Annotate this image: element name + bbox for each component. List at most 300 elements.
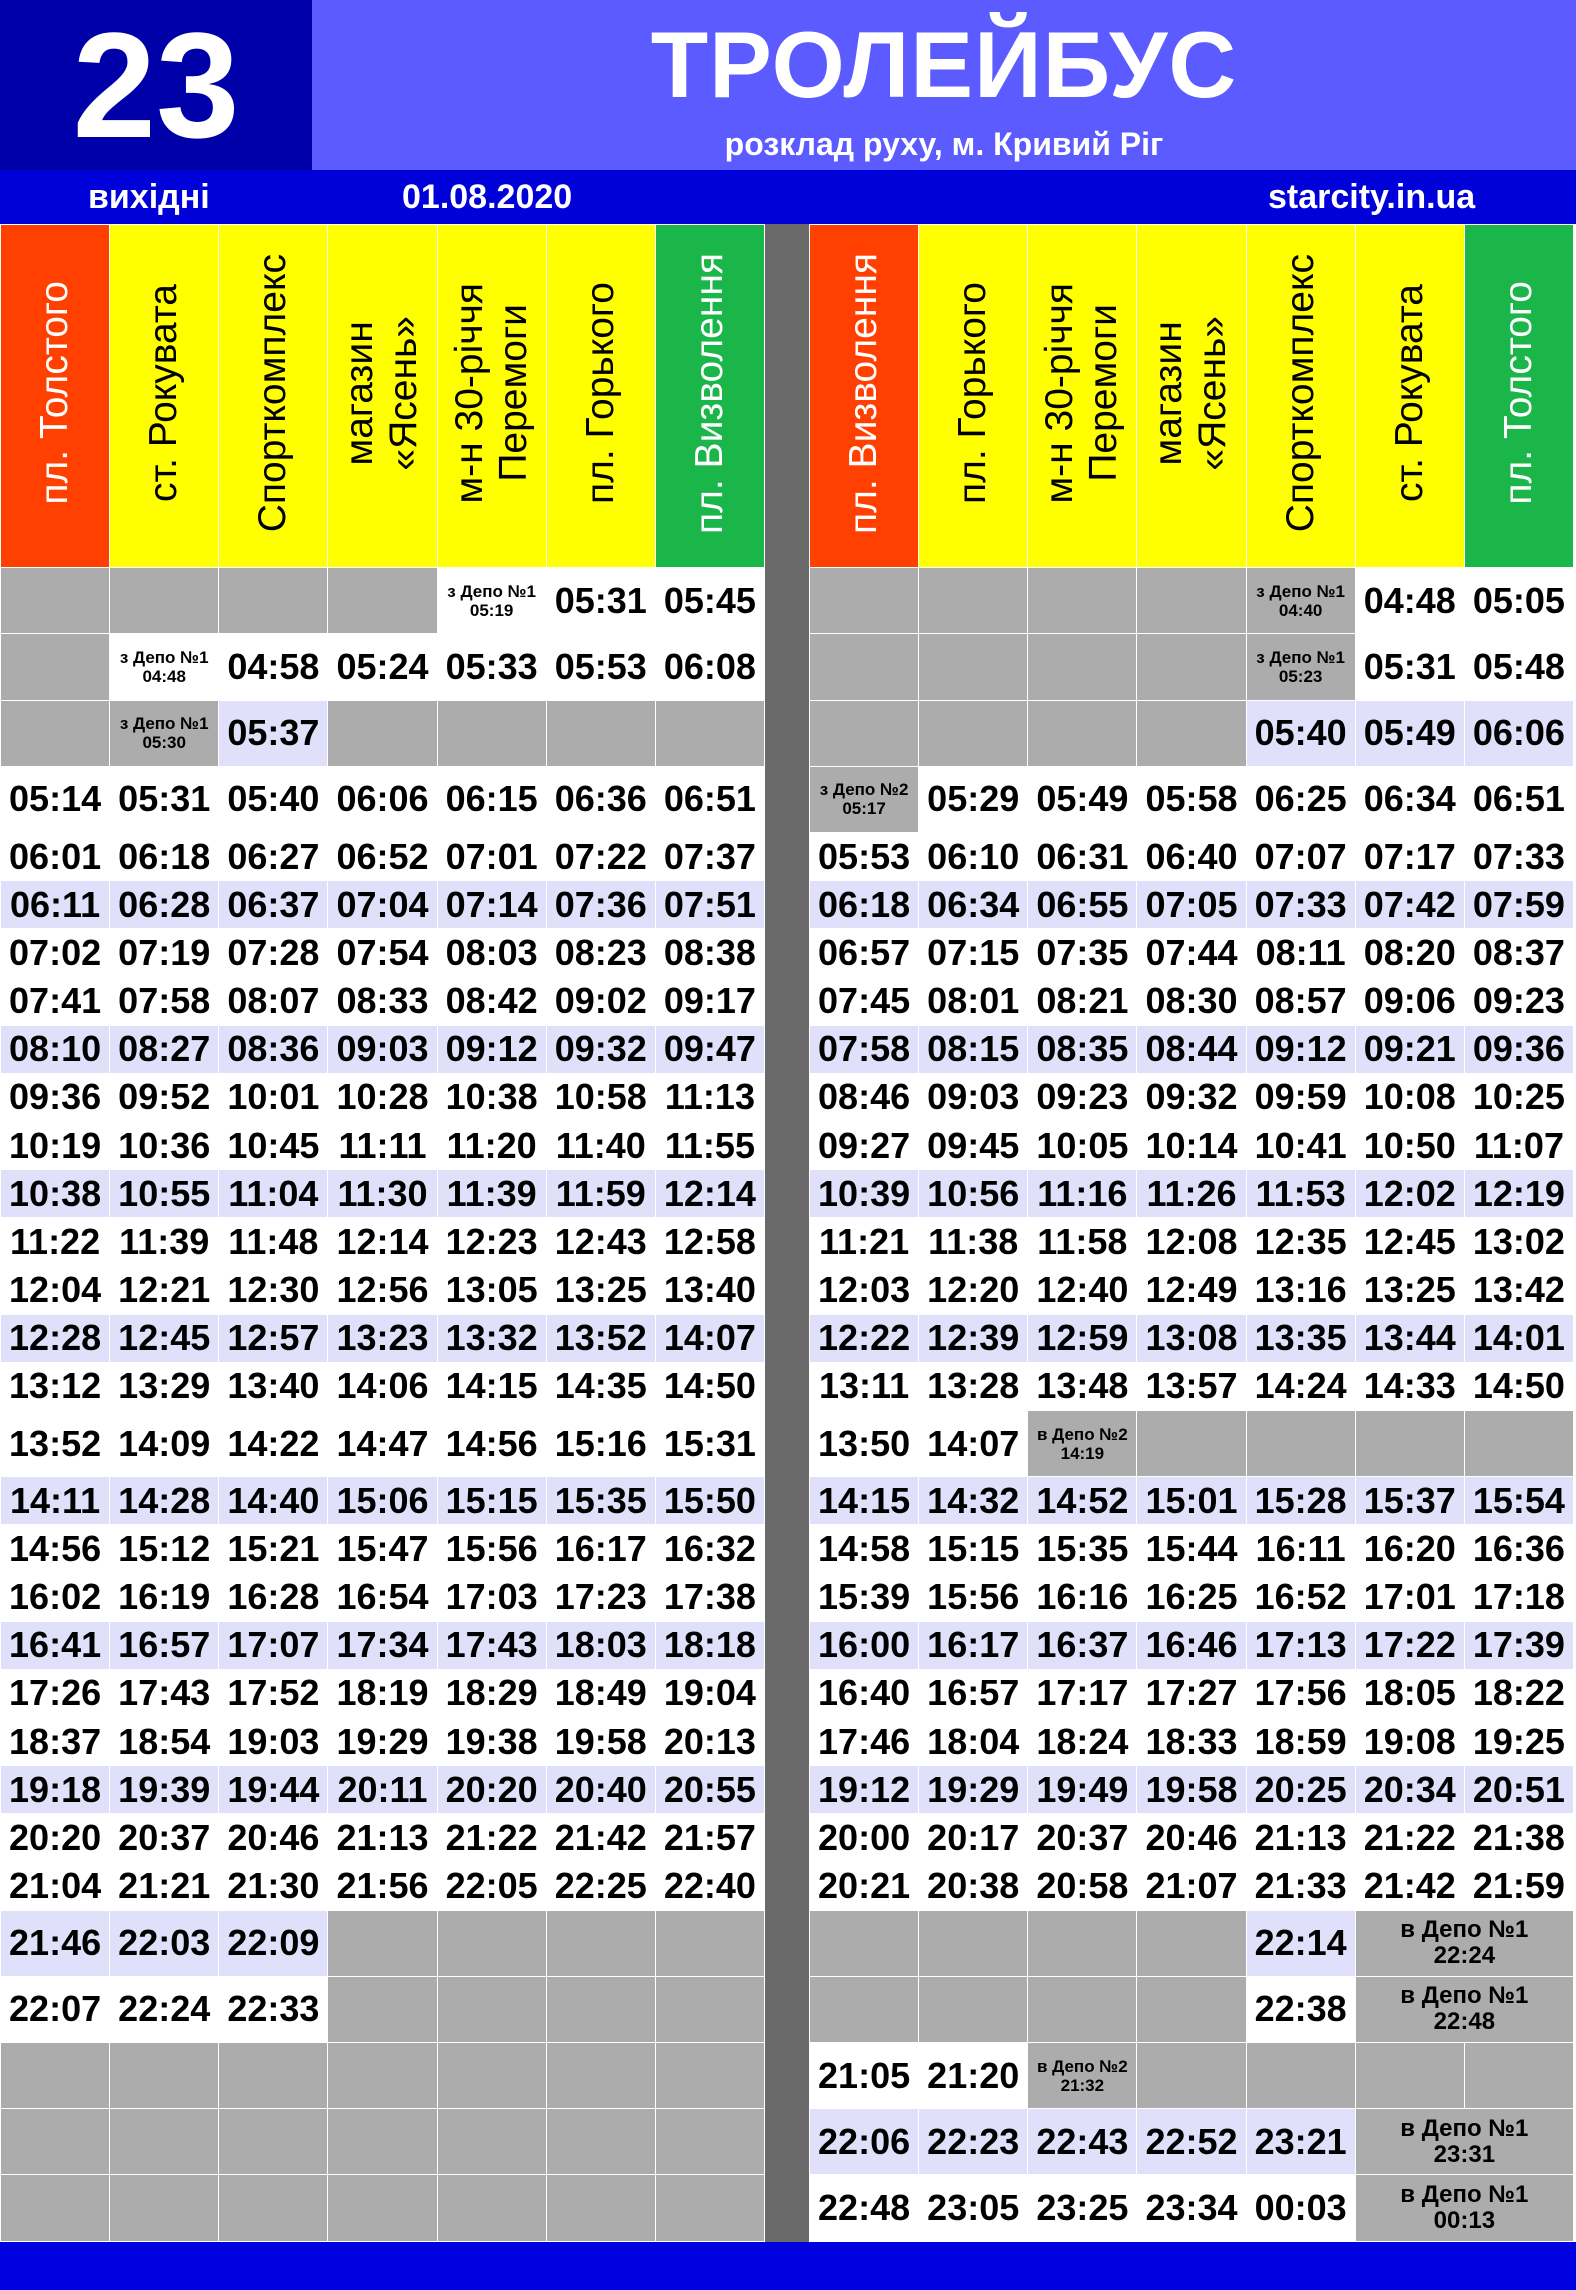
empty-cell: [328, 2109, 437, 2175]
time-cell: 22:24: [110, 1976, 219, 2042]
time-cell: 07:14: [437, 881, 546, 929]
time-cell: 18:22: [1464, 1669, 1573, 1717]
time-cell: 06:31: [1028, 833, 1137, 881]
timetable-return: [809, 224, 1574, 2242]
table-row: [1, 1477, 765, 1525]
time-cell: 08:15: [919, 1025, 1028, 1073]
empty-cell: [1, 2175, 110, 2242]
table-row: [810, 2043, 1574, 2109]
time-cell: 17:07: [219, 1621, 328, 1669]
empty-cell: [919, 568, 1028, 634]
time-cell: 12:39: [919, 1314, 1028, 1362]
time-cell: 05:58: [1137, 766, 1246, 832]
stop-header: [110, 225, 219, 568]
time-cell: 12:21: [110, 1266, 219, 1314]
time-cell: 14:56: [1, 1525, 110, 1573]
time-cell: 13:08: [1137, 1314, 1246, 1362]
time-cell: 17:26: [1, 1669, 110, 1717]
time-cell: 08:30: [1137, 977, 1246, 1025]
stop-header: [1, 225, 110, 568]
time-cell: 07:28: [219, 929, 328, 977]
time-cell: 19:38: [437, 1717, 546, 1765]
stop-name: ст. Рокувата: [1387, 284, 1431, 503]
table-row: [1, 2043, 765, 2109]
time-cell: 07:58: [110, 977, 219, 1025]
time-cell: 07:05: [1137, 881, 1246, 929]
time-cell: 15:54: [1464, 1477, 1573, 1525]
stop-header: [1464, 225, 1573, 568]
time-cell: 06:40: [1137, 833, 1246, 881]
empty-cell: [810, 1910, 919, 1976]
time-cell: 05:48: [1464, 634, 1573, 700]
time-cell: 13:28: [919, 1362, 1028, 1410]
time-cell: 17:18: [1464, 1573, 1573, 1621]
time-cell: 10:08: [1355, 1073, 1464, 1121]
stop-name: м-н 30-річчя Перемоги: [447, 282, 535, 504]
table-row: [810, 929, 1574, 977]
time-cell: 09:36: [1, 1073, 110, 1121]
time-cell: 09:27: [810, 1122, 919, 1170]
empty-cell: [1246, 1410, 1355, 1476]
table-row: [1, 1122, 765, 1170]
time-cell: 07:01: [437, 833, 546, 881]
table-row: [1, 1621, 765, 1669]
time-cell: 15:44: [1137, 1525, 1246, 1573]
time-cell: 07:02: [1, 929, 110, 977]
time-cell: 21:13: [1246, 1814, 1355, 1862]
time-cell: 19:58: [546, 1717, 655, 1765]
time-cell: 17:17: [1028, 1669, 1137, 1717]
time-cell: 11:59: [546, 1170, 655, 1218]
table-row: [810, 1314, 1574, 1362]
time-cell: 12:28: [1, 1314, 110, 1362]
table-row: [810, 1122, 1574, 1170]
time-cell: 05:29: [919, 766, 1028, 832]
empty-cell: [1137, 1910, 1246, 1976]
time-cell: 21:33: [1246, 1862, 1355, 1910]
time-cell: 11:20: [437, 1122, 546, 1170]
time-cell: 21:22: [1355, 1814, 1464, 1862]
time-cell: 23:05: [919, 2175, 1028, 2242]
time-cell: 21:04: [1, 1862, 110, 1910]
time-cell: 19:44: [219, 1766, 328, 1814]
time-cell: 20:58: [1028, 1862, 1137, 1910]
table-row: [810, 1025, 1574, 1073]
time-cell: 08:36: [219, 1025, 328, 1073]
time-cell: 13:42: [1464, 1266, 1573, 1314]
table-row: [1, 700, 765, 766]
time-cell: 12:49: [1137, 1266, 1246, 1314]
time-cell: 21:30: [219, 1862, 328, 1910]
empty-cell: [437, 1910, 546, 1976]
time-cell: 09:12: [437, 1025, 546, 1073]
time-cell: 21:56: [328, 1862, 437, 1910]
time-cell: 18:18: [655, 1621, 764, 1669]
timetable-area: [0, 224, 1576, 2242]
time-cell: 17:13: [1246, 1621, 1355, 1669]
empty-cell: [919, 700, 1028, 766]
table-row: [1, 1073, 765, 1121]
time-cell: 08:03: [437, 929, 546, 977]
table-row: [810, 1717, 1574, 1765]
empty-cell: [546, 700, 655, 766]
empty-cell: [1137, 568, 1246, 634]
time-cell: 17:52: [219, 1669, 328, 1717]
time-cell: 21:42: [1355, 1862, 1464, 1910]
time-cell: 16:16: [1028, 1573, 1137, 1621]
time-cell: 16:54: [328, 1573, 437, 1621]
time-cell: 20:25: [1246, 1766, 1355, 1814]
time-cell: 11:04: [219, 1170, 328, 1218]
stop-name: магазин «Ясень»: [338, 315, 426, 471]
time-cell: 10:50: [1355, 1122, 1464, 1170]
time-cell: 05:31: [546, 568, 655, 634]
time-cell: 19:04: [655, 1669, 764, 1717]
time-cell: 11:16: [1028, 1170, 1137, 1218]
time-cell: 20:34: [1355, 1766, 1464, 1814]
time-cell: 20:13: [655, 1717, 764, 1765]
time-cell: 20:51: [1464, 1766, 1573, 1814]
time-cell: 06:52: [328, 833, 437, 881]
time-cell: 09:21: [1355, 1025, 1464, 1073]
time-cell: 08:11: [1246, 929, 1355, 977]
empty-cell: [810, 1976, 919, 2042]
time-cell: 19:39: [110, 1766, 219, 1814]
time-cell: 11:55: [655, 1122, 764, 1170]
time-cell: 21:20: [919, 2043, 1028, 2109]
stop-header-row: [810, 225, 1574, 568]
time-cell: 15:15: [437, 1477, 546, 1525]
table-row: [1, 568, 765, 634]
depot-note-cell: в Депо №2 14:19: [1028, 1410, 1137, 1476]
table-row: [810, 1218, 1574, 1266]
time-cell: 06:55: [1028, 881, 1137, 929]
time-cell: 18:33: [1137, 1717, 1246, 1765]
time-cell: 09:47: [655, 1025, 764, 1073]
time-cell: 11:30: [328, 1170, 437, 1218]
time-cell: 13:25: [1355, 1266, 1464, 1314]
time-cell: 06:06: [328, 766, 437, 832]
time-cell: 18:54: [110, 1717, 219, 1765]
empty-cell: [655, 2043, 764, 2109]
time-cell: 09:36: [1464, 1025, 1573, 1073]
table-row: [1, 1669, 765, 1717]
time-cell: 16:19: [110, 1573, 219, 1621]
depot-note-cell: в Депо №1 23:31: [1355, 2109, 1573, 2175]
time-cell: 08:37: [1464, 929, 1573, 977]
table-row: [810, 1621, 1574, 1669]
time-cell: 13:16: [1246, 1266, 1355, 1314]
empty-cell: [919, 1976, 1028, 2042]
time-cell: 05:05: [1464, 568, 1573, 634]
time-cell: 06:28: [110, 881, 219, 929]
stop-header: [810, 225, 919, 568]
day-type-label: вихідні: [88, 178, 210, 216]
empty-cell: [110, 2043, 219, 2109]
table-row: [810, 1814, 1574, 1862]
empty-cell: [810, 568, 919, 634]
time-cell: 10:38: [437, 1073, 546, 1121]
time-cell: 11:26: [1137, 1170, 1246, 1218]
time-cell: 11:11: [328, 1122, 437, 1170]
time-cell: 21:07: [1137, 1862, 1246, 1910]
table-row: [810, 2175, 1574, 2242]
time-cell: 10:28: [328, 1073, 437, 1121]
time-cell: 20:21: [810, 1862, 919, 1910]
time-cell: 15:39: [810, 1573, 919, 1621]
empty-cell: [437, 2175, 546, 2242]
empty-cell: [1355, 2043, 1464, 2109]
time-cell: 08:46: [810, 1073, 919, 1121]
time-cell: 14:06: [328, 1362, 437, 1410]
depot-note-cell: з Депо №2 05:17: [810, 766, 919, 832]
table-row: [810, 634, 1574, 700]
empty-cell: [437, 2043, 546, 2109]
time-cell: 12:02: [1355, 1170, 1464, 1218]
time-cell: 10:19: [1, 1122, 110, 1170]
time-cell: 18:19: [328, 1669, 437, 1717]
time-cell: 13:23: [328, 1314, 437, 1362]
empty-cell: [1028, 634, 1137, 700]
time-cell: 11:13: [655, 1073, 764, 1121]
empty-cell: [1464, 2043, 1573, 2109]
time-cell: 07:45: [810, 977, 919, 1025]
time-cell: 05:31: [110, 766, 219, 832]
time-cell: 16:36: [1464, 1525, 1573, 1573]
empty-cell: [110, 2109, 219, 2175]
time-cell: 21:38: [1464, 1814, 1573, 1862]
time-cell: 16:46: [1137, 1621, 1246, 1669]
time-cell: 07:19: [110, 929, 219, 977]
time-cell: 11:53: [1246, 1170, 1355, 1218]
time-cell: 19:58: [1137, 1766, 1246, 1814]
empty-cell: [1137, 634, 1246, 700]
time-cell: 22:09: [219, 1910, 328, 1976]
time-cell: 16:57: [919, 1669, 1028, 1717]
time-cell: 14:15: [437, 1362, 546, 1410]
time-cell: 14:07: [919, 1410, 1028, 1476]
time-cell: 09:03: [328, 1025, 437, 1073]
table-row: [1, 634, 765, 700]
time-cell: 14:32: [919, 1477, 1028, 1525]
time-cell: 22:05: [437, 1862, 546, 1910]
time-cell: 18:37: [1, 1717, 110, 1765]
time-cell: 10:45: [219, 1122, 328, 1170]
time-cell: 17:38: [655, 1573, 764, 1621]
time-cell: 10:01: [219, 1073, 328, 1121]
empty-cell: [810, 634, 919, 700]
time-cell: 18:59: [1246, 1717, 1355, 1765]
empty-cell: [1, 2043, 110, 2109]
empty-cell: [1, 568, 110, 634]
time-cell: 09:32: [1137, 1073, 1246, 1121]
empty-cell: [1137, 700, 1246, 766]
time-cell: 07:33: [1464, 833, 1573, 881]
time-cell: 07:04: [328, 881, 437, 929]
empty-cell: [328, 1976, 437, 2042]
time-cell: 13:52: [546, 1314, 655, 1362]
time-cell: 14:07: [655, 1314, 764, 1362]
time-cell: 07:15: [919, 929, 1028, 977]
time-cell: 13:11: [810, 1362, 919, 1410]
table-row: [1, 1862, 765, 1910]
time-cell: 13:02: [1464, 1218, 1573, 1266]
time-cell: 16:41: [1, 1621, 110, 1669]
time-cell: 16:25: [1137, 1573, 1246, 1621]
time-cell: 12:45: [110, 1314, 219, 1362]
time-cell: 06:51: [655, 766, 764, 832]
time-cell: 20:46: [219, 1814, 328, 1862]
time-cell: 15:37: [1355, 1477, 1464, 1525]
time-cell: 11:07: [1464, 1122, 1573, 1170]
empty-cell: [1028, 700, 1137, 766]
depot-note-cell: в Депо №2 21:32: [1028, 2043, 1137, 2109]
time-cell: 17:23: [546, 1573, 655, 1621]
time-cell: 17:56: [1246, 1669, 1355, 1717]
page-subtitle: розклад руху, м. Кривий Ріг: [724, 126, 1164, 162]
time-cell: 11:40: [546, 1122, 655, 1170]
table-row: [810, 1266, 1574, 1314]
time-cell: 20:11: [328, 1766, 437, 1814]
empty-cell: [546, 2109, 655, 2175]
time-cell: 11:48: [219, 1218, 328, 1266]
depot-note-cell: з Депо №1 05:23: [1246, 634, 1355, 700]
time-cell: 13:50: [810, 1410, 919, 1476]
time-cell: 12:03: [810, 1266, 919, 1314]
table-row: [1, 1314, 765, 1362]
time-cell: 15:28: [1246, 1477, 1355, 1525]
time-cell: 15:16: [546, 1410, 655, 1476]
time-cell: 23:34: [1137, 2175, 1246, 2242]
stop-name: Спорткомплекс: [251, 253, 295, 533]
empty-cell: [655, 1976, 764, 2042]
time-cell: 16:20: [1355, 1525, 1464, 1573]
time-cell: 22:38: [1246, 1976, 1355, 2042]
time-cell: 10:39: [810, 1170, 919, 1218]
time-cell: 05:14: [1, 766, 110, 832]
stop-name: Спорткомплекс: [1278, 253, 1322, 533]
table-row: [810, 2109, 1574, 2175]
empty-cell: [655, 2109, 764, 2175]
stop-name: м-н 30-річчя Перемоги: [1038, 282, 1126, 504]
time-cell: 06:08: [655, 634, 764, 700]
time-cell: 05:40: [1246, 700, 1355, 766]
time-cell: 06:25: [1246, 766, 1355, 832]
time-cell: 12:56: [328, 1266, 437, 1314]
time-cell: 07:51: [655, 881, 764, 929]
time-cell: 06:01: [1, 833, 110, 881]
time-cell: 06:15: [437, 766, 546, 832]
empty-cell: [1137, 1976, 1246, 2042]
empty-cell: [110, 2175, 219, 2242]
time-cell: 09:52: [110, 1073, 219, 1121]
time-cell: 08:20: [1355, 929, 1464, 977]
table-row: [1, 929, 765, 977]
empty-cell: [328, 2043, 437, 2109]
time-cell: 06:34: [1355, 766, 1464, 832]
empty-cell: [328, 1910, 437, 1976]
time-cell: 16:40: [810, 1669, 919, 1717]
table-row: [810, 1766, 1574, 1814]
table-row: [1, 1976, 765, 2042]
time-cell: 08:01: [919, 977, 1028, 1025]
time-cell: 05:33: [437, 634, 546, 700]
table-row: [1, 1766, 765, 1814]
table-row: [810, 1862, 1574, 1910]
time-cell: 22:48: [810, 2175, 919, 2242]
time-cell: 09:32: [546, 1025, 655, 1073]
empty-cell: [328, 700, 437, 766]
stop-header: [1246, 225, 1355, 568]
table-row: [810, 700, 1574, 766]
time-cell: 19:12: [810, 1766, 919, 1814]
time-cell: 08:33: [328, 977, 437, 1025]
time-cell: 16:57: [110, 1621, 219, 1669]
time-cell: 14:01: [1464, 1314, 1573, 1362]
time-cell: 07:07: [1246, 833, 1355, 881]
time-cell: 10:14: [1137, 1122, 1246, 1170]
time-cell: 22:07: [1, 1976, 110, 2042]
empty-cell: [655, 1910, 764, 1976]
time-cell: 06:18: [110, 833, 219, 881]
stop-header: [655, 225, 764, 568]
time-cell: 10:55: [110, 1170, 219, 1218]
time-cell: 15:50: [655, 1477, 764, 1525]
time-cell: 17:46: [810, 1717, 919, 1765]
time-cell: 19:18: [1, 1766, 110, 1814]
time-cell: 12:35: [1246, 1218, 1355, 1266]
stop-name: пл. Горького: [951, 282, 995, 505]
time-cell: 07:33: [1246, 881, 1355, 929]
schedule-date: 01.08.2020: [402, 178, 573, 216]
time-cell: 08:27: [110, 1025, 219, 1073]
empty-cell: [546, 2043, 655, 2109]
time-cell: 20:00: [810, 1814, 919, 1862]
stop-header: [1028, 225, 1137, 568]
empty-cell: [919, 634, 1028, 700]
time-cell: 12:23: [437, 1218, 546, 1266]
empty-cell: [1, 2109, 110, 2175]
table-row: [1, 1573, 765, 1621]
stop-header-row: [1, 225, 765, 568]
empty-cell: [1028, 1910, 1137, 1976]
time-cell: 21:21: [110, 1862, 219, 1910]
time-cell: 13:57: [1137, 1362, 1246, 1410]
time-cell: 23:21: [1246, 2109, 1355, 2175]
time-cell: 10:38: [1, 1170, 110, 1218]
table-row: [1, 1362, 765, 1410]
time-cell: 14:11: [1, 1477, 110, 1525]
time-cell: 05:45: [655, 568, 764, 634]
time-cell: 06:11: [1, 881, 110, 929]
table-row: [1, 881, 765, 929]
time-cell: 15:35: [546, 1477, 655, 1525]
table-row: [810, 1976, 1574, 2042]
time-cell: 14:56: [437, 1410, 546, 1476]
time-cell: 11:39: [437, 1170, 546, 1218]
time-cell: 17:27: [1137, 1669, 1246, 1717]
time-cell: 12:22: [810, 1314, 919, 1362]
time-cell: 13:52: [1, 1410, 110, 1476]
time-cell: 06:37: [219, 881, 328, 929]
table-row: [1, 1814, 765, 1862]
time-cell: 17:43: [437, 1621, 546, 1669]
stop-header: [437, 225, 546, 568]
time-cell: 15:15: [919, 1525, 1028, 1573]
time-cell: 11:39: [110, 1218, 219, 1266]
table-row: [1, 1170, 765, 1218]
time-cell: 10:05: [1028, 1122, 1137, 1170]
